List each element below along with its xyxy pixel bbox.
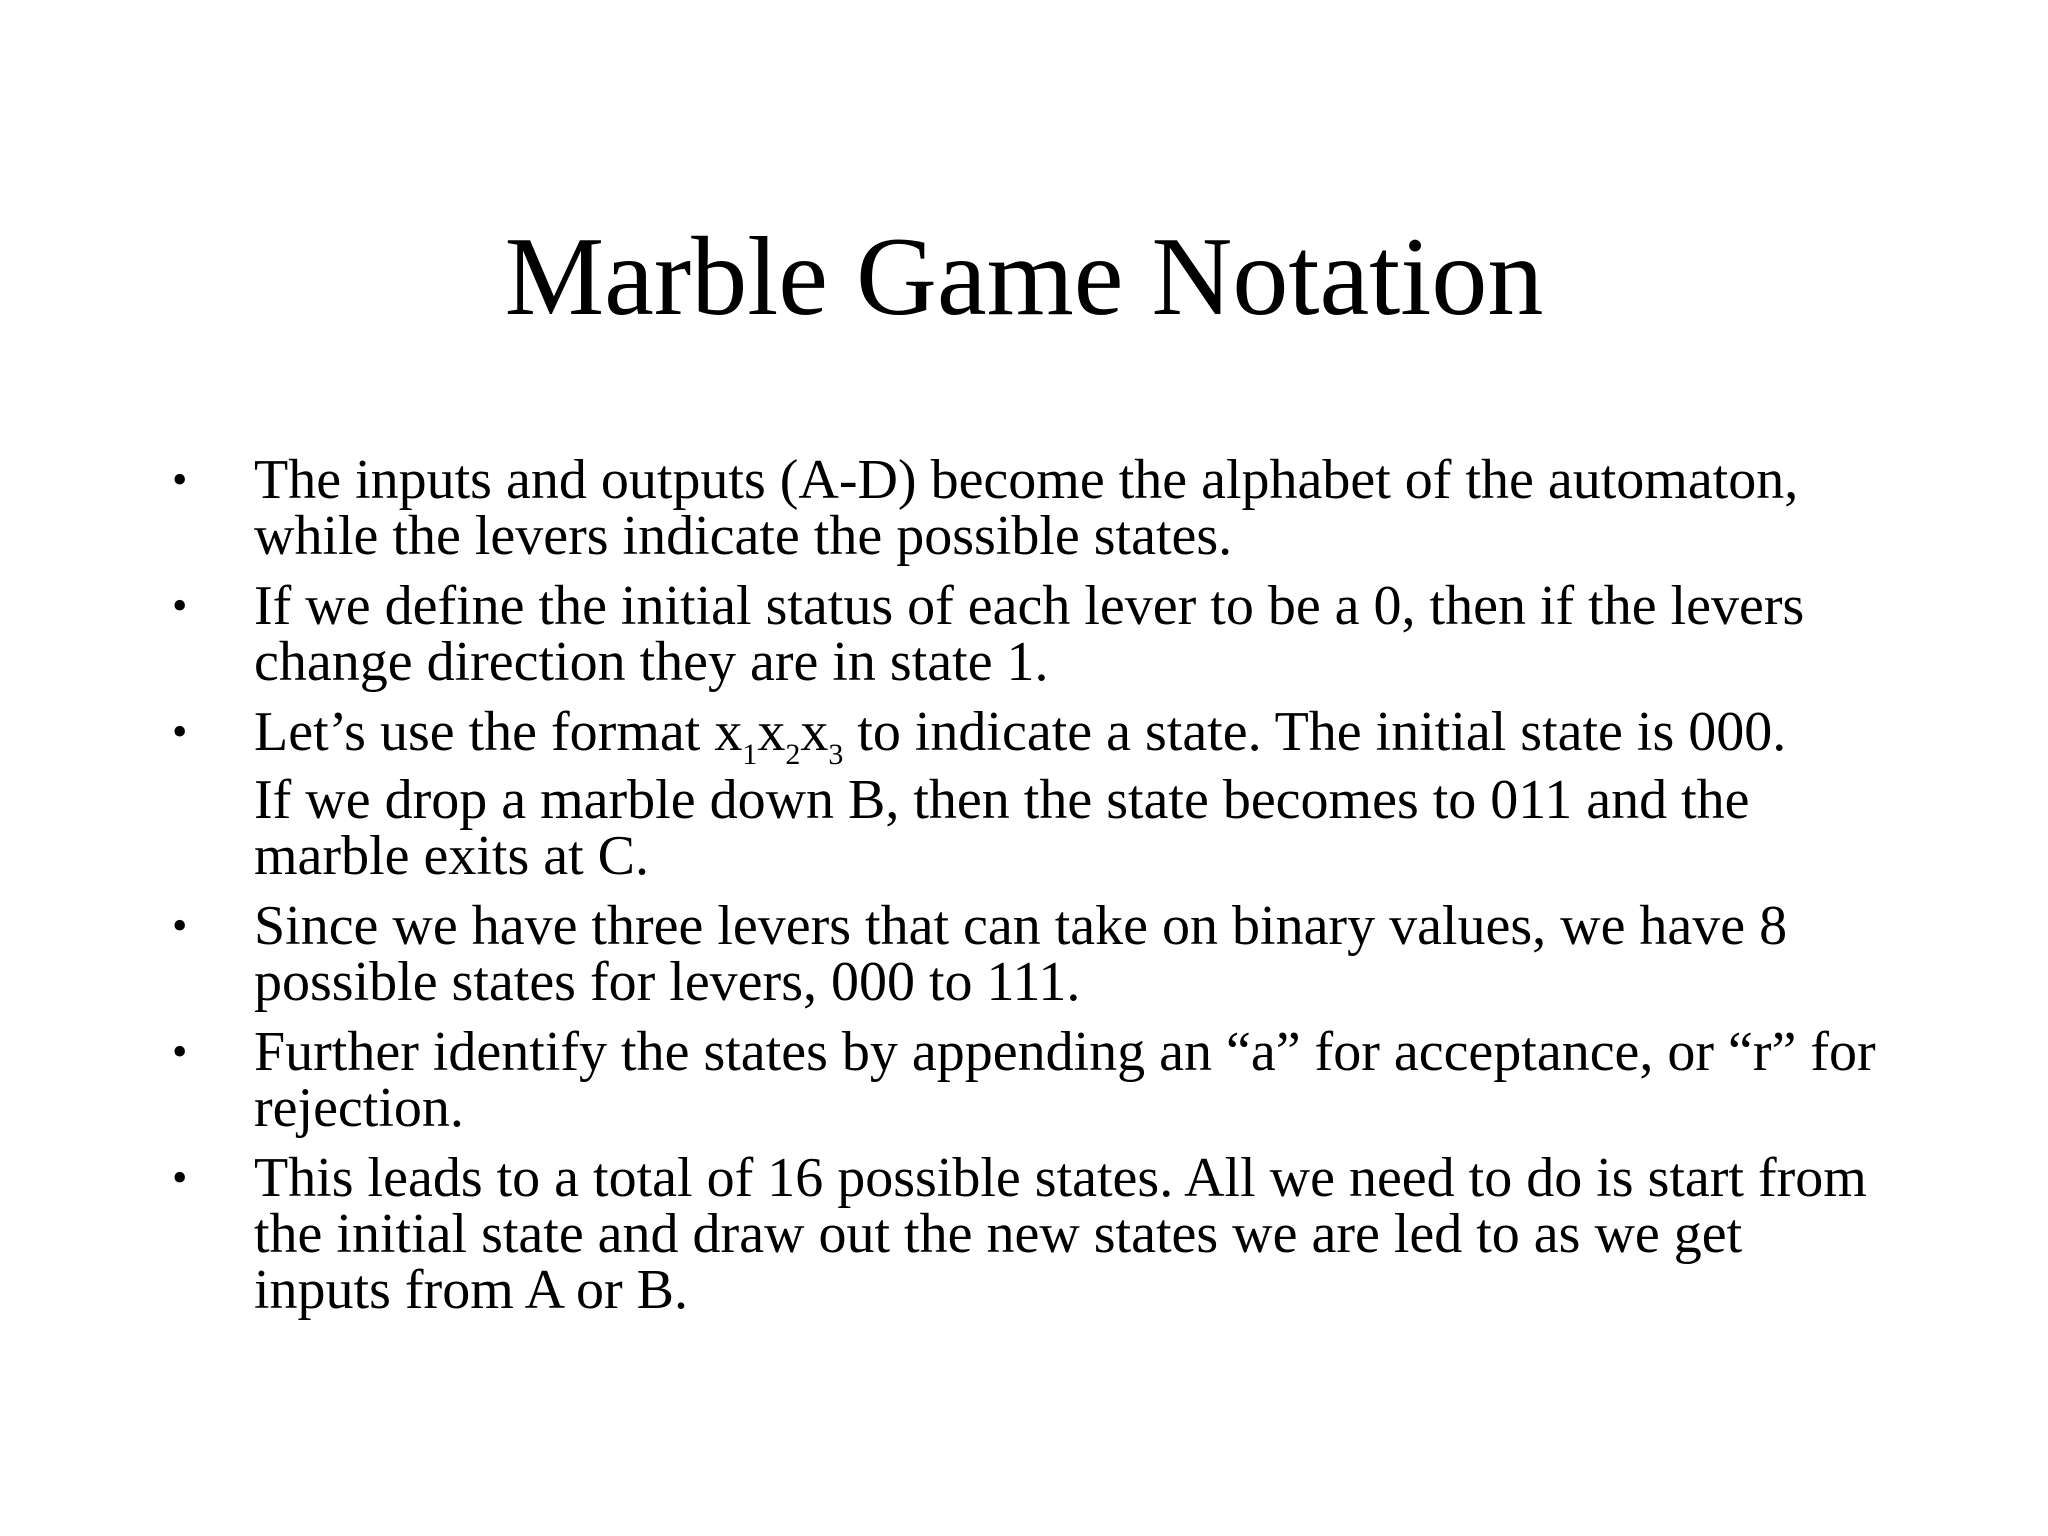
bullet-icon: •: [172, 1027, 188, 1076]
bullet-text: [254, 701, 1892, 887]
subscript-3: 3: [828, 738, 844, 771]
subscript-1: 1: [742, 738, 758, 771]
format-var-x2: x: [757, 701, 786, 763]
subscript-2: 2: [785, 738, 801, 771]
bullet-item-1: [172, 449, 1892, 567]
bullet-text: Since we have three levers that can take on binary values, we have 8 possible states for levers, 000 to 111.: [254, 895, 1788, 1013]
bullet-text: The inputs and outputs (A-D) become the alphabet of the automaton, while the levers indicate the possible states.: [254, 449, 1799, 567]
format-var-x1: x: [714, 701, 743, 763]
bullet-icon: •: [172, 455, 188, 504]
bullet-item-5: [172, 1021, 1892, 1139]
bullet-list: [172, 449, 1892, 1332]
bullet-item-4: [172, 895, 1892, 1013]
bullet-text: Further identify the states by appending an “a” for acceptance, or “r” for rejection.: [254, 1021, 1876, 1139]
bullet-icon: •: [172, 707, 188, 756]
bullet-item-6: [172, 1147, 1892, 1321]
bullet-text-before: Let’s use the format: [254, 701, 715, 763]
bullet-item-2: [172, 575, 1892, 693]
bullet-text-after: to indicate a state. The initial state is 000.: [843, 701, 1787, 763]
format-var-x3: x: [800, 701, 829, 763]
bullet-text: If we define the initial status of each lever to be a 0, then if the levers change direction they are in state 1.: [254, 575, 1805, 693]
bullet-text: This leads to a total of 16 possible states. All we need to do is start from the initial state and draw out the new states we are led to as we get inputs from A or B.: [254, 1147, 1867, 1321]
bullet-icon: •: [172, 901, 188, 950]
slide-title: Marble Game Notation: [504, 215, 1544, 339]
bullet-icon: •: [172, 581, 188, 630]
bullet-item-3: [172, 701, 1892, 887]
bullet-icon: •: [172, 1153, 188, 1202]
bullet-text-continued: If we drop a marble down B, then the state becomes to 011 and the marble exits at C.: [254, 769, 1750, 887]
